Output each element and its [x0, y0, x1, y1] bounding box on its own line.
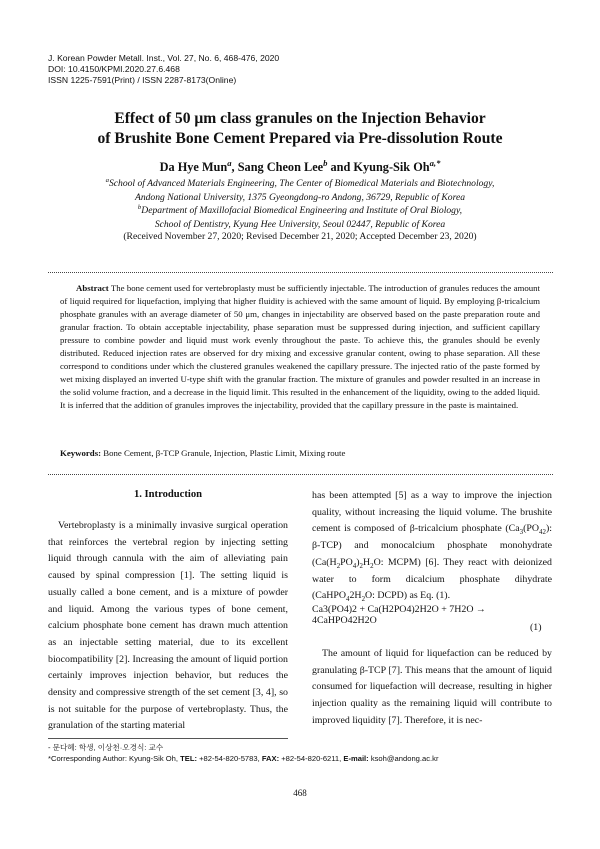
affiliation-a-sup: a [105, 176, 109, 184]
footnote-rule [48, 738, 288, 739]
author-1-affil: a [227, 157, 232, 168]
author-1: Da Hye Mun [159, 160, 228, 174]
divider-bottom [48, 474, 553, 475]
keywords [60, 448, 540, 458]
received-dates: (Received November 27, 2020; Revised December 21, 2020; Accepted December 23, 2020) [123, 231, 477, 242]
author-2: Sang Cheon Lee [237, 160, 324, 174]
body-left-column: Vertebroplasty is a minimally invasive surgical operation that reinforces the vertebral region by injecting setting liquid through cannula with the aim of alleviating pain caused by spinal compression [1]. The setting liquid is usually called a bone cement, and is a mixture of powder and liquid. Among the various types of bone cement, calcium phosphate bone cement has drawn much attention as an injectable setting material, due to its excellent biocompatibility [2]. Increasing the amount of liquid portion certainly improves injection behavior, but reduces the density and compressive strength of the set cement [3, 4], so is not suitable for the purpose of vertebroplasty. Thus, the granulation of the starting material [48, 520, 288, 732]
issn: ISSN 1225-7591(Print) / ISSN 2287-8173(Online) [48, 75, 237, 86]
email-value: ksoh@andong.ac.kr [368, 754, 439, 763]
abstract-label: Abstract [76, 283, 109, 293]
right-text-d: PO [340, 556, 353, 568]
title-line-2: of Brushite Bone Cement Prepared via Pre-dissolution Route [97, 130, 503, 147]
affiliation-b-line-2: School of Dentistry, Kyung Hee University, Seoul 02447, Republic of Korea [154, 218, 446, 230]
abstract [60, 282, 540, 412]
journal-header [48, 53, 279, 87]
title-line-1: Effect of 50 μm class granules on the Injection Behavior [114, 110, 486, 127]
doi: DOI: 10.4150/KPMI.2020.27.6.468 [48, 64, 180, 75]
right-text-c: ): β-TCP) and monocalcium phosphate monohydrate (Ca(H [312, 523, 552, 568]
author-list [30, 157, 570, 175]
right-text-g: O: MCPM) [6]. They react with deionized water to form dicalcium phosphate dihydrate (CaHPO [312, 556, 552, 602]
author-sep-2: and [327, 160, 354, 174]
keywords-label: Keywords: [60, 448, 102, 458]
affiliation-b-sup: b [137, 203, 142, 211]
right-text-i: O: DCPD) as Eq. (1). [365, 590, 451, 602]
fax-value: +82-54-820-6211, [279, 754, 344, 763]
tel-value: +82-54-820-5783, [197, 754, 262, 763]
corresponding-author: *Corresponding Author: Kyung-Sik Oh, [48, 754, 181, 763]
affiliation-a-line-2: Andong National University, 1375 Gyeongdong-ro Andong, 36729, Republic of Korea [134, 191, 466, 203]
affiliation-b-line-1 [30, 204, 570, 218]
right-text-a: has been attempted [5] as a way to improve the injection quality, without increasing the liquid volume. The brushite cement is composed of β-tricalcium phosphate (Ca [312, 490, 552, 535]
footnote-corresponding [48, 753, 438, 764]
equation-number: (1) [530, 622, 542, 633]
abstract-text: The bone cement used for vertebroplasty must be sufficiently injectable. The introduction of granules reduces the amount of liquid required for liquefaction, implying that higher fluidity is achieved with the same amount of liquid. By employing β-tricalcium phosphate granules with an average diameter of 50 μm, changes in injectability are observed based on the paste preparation route and granular fraction. To obtain acceptable injectability, phase separation must be suppressed during injection, and sufficient capillary pressure to combine powder and liquid must work evenly throughout the paste. To achieve this, the granules should be evenly distributed. Reduced injection rates are observed for dry mixing and excessive granular content, owing to phase separation. All these correspond to conditions under which the clustered granules weakened the capillary pressure. The injected ratio of the paste formed by wet mixing displayed an inverted U-type shift with the granular fraction. The mixture of granules and powder resulted in an increase in the solid volume fraction, and a decrease in the liquid limit. This resulted in the enhancement of the liquidity, owing to the added liquid. It is inferred that the addition of granules improves the injectability, provided that the capillary pressure in the paste is maintained. [60, 283, 540, 411]
right-text-f: H [363, 556, 371, 568]
author-3: Kyung-Sik Oh [353, 160, 430, 174]
affiliation-a-line-1 [30, 177, 570, 191]
fax-label: FAX: [261, 754, 280, 763]
right-text-e: ) [356, 556, 360, 568]
body-right-column-bottom: The amount of liquid for liquefaction can be reduced by granulating β-TCP [7]. This means that the amount of liquid consumed for liquefaction will decrease, resulting in higher injection quality as the remaining liquid will contribute to improved liquidity [7]. Therefore, it is nec- [312, 648, 552, 726]
email-label: E-mail: [343, 754, 369, 763]
author-2-affil: b [323, 157, 328, 168]
affiliation-a-text: School of Advanced Materials Engineering, The Center of Biomedical Materials and Biotechnology, [108, 178, 495, 189]
equation-1 [312, 604, 552, 626]
divider-top [48, 272, 553, 273]
paper-title [30, 109, 570, 149]
right-text-b: (PO [523, 523, 540, 535]
tel-label: TEL: [180, 754, 197, 763]
journal-citation: J. Korean Powder Metall. Inst., Vol. 27, No. 6, 468-476, 2020 [48, 53, 280, 63]
footnotes [48, 742, 438, 764]
page-number: 468 [293, 788, 307, 798]
right-text-h: 2H [349, 590, 362, 602]
keywords-text: Bone Cement, β-TCP Granule, Injection, Plastic Limit, Mixing route [101, 448, 346, 458]
author-3-affil: a,* [429, 157, 441, 168]
author-sep-1: , [231, 160, 238, 174]
affiliation-b-text: Department of Maxillofacial Biomedical Engineering and Institute of Oral Biology, [141, 205, 463, 216]
section-heading: 1. Introduction [133, 489, 203, 500]
affiliations [30, 177, 570, 231]
footnote-authors-korean: - 문다혜: 학생, 이상천·오경식: 교수 [48, 743, 164, 752]
body-right-column-top: has been attempted [5] as a way to improve the injection quality, without increasing the liquid volume. The brushite cement is composed of β-tricalcium phosphate ($Ca_3(PO_{42})$: β-TCP) and monocalcium phosphate monohydrate ($Ca(H_2PO_4)_2H_2O$: MCPM) [6]. They react with deionized water to form dicalcium phosphate dihydrate ($CaHPO_42H_2O$: DCPD) as Eq. (1). [312, 490, 552, 604]
equation-text: Ca3(PO4)2 + Ca(H2PO4)2H2O + 7H2O → 4CaHPO42H2O [312, 604, 486, 626]
